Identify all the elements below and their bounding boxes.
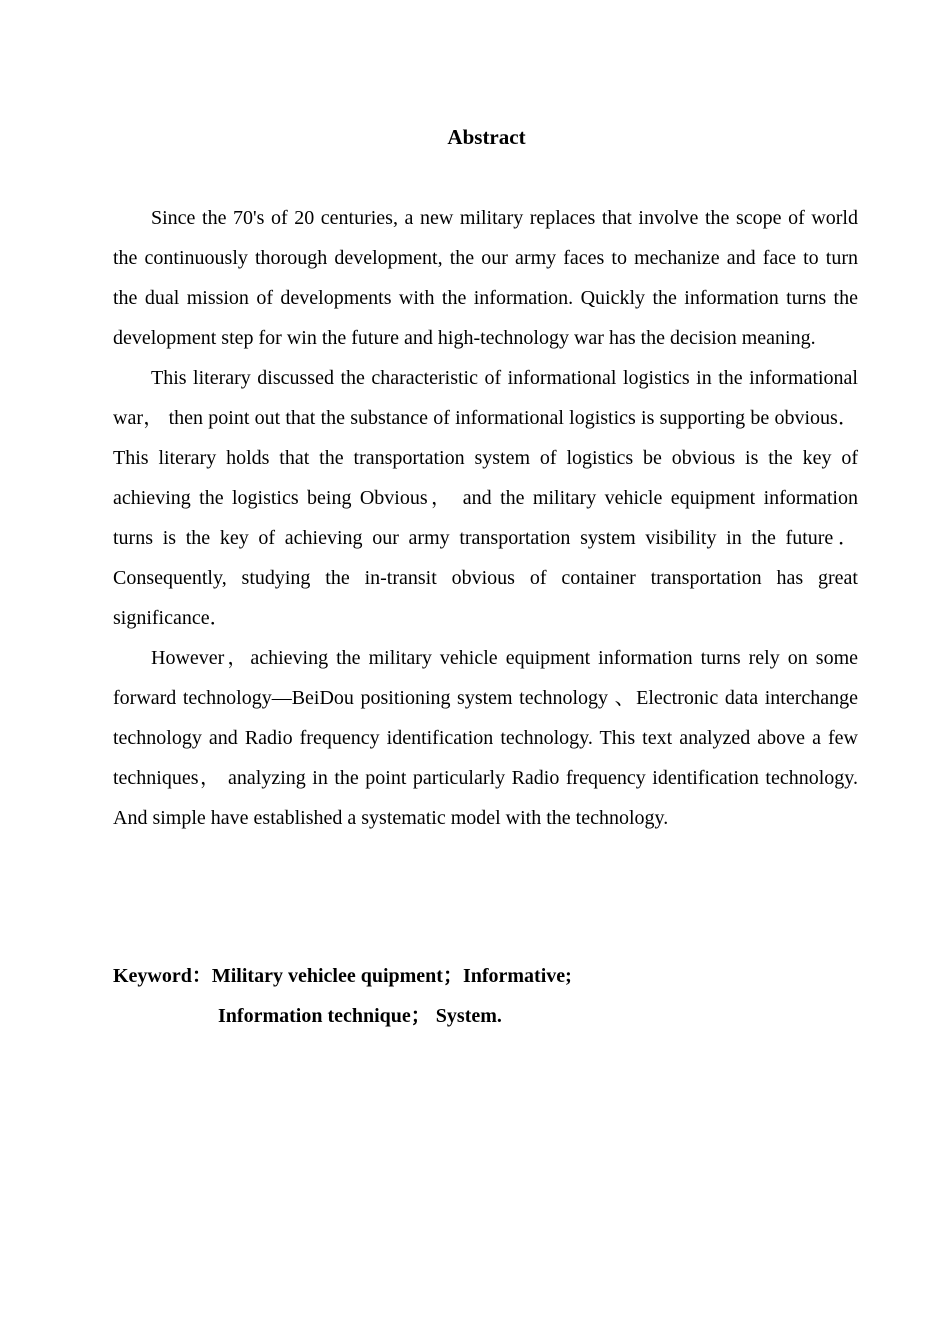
paragraph-3: However，achieving the military vehicle equipment information turns rely on some forward technology—BeiDou positioning system technology 、Electronic data interchange technology and Radio frequency identification technology. This text analyzed above a few techniques， analyzing in the point particularly Radio frequency identification technology. And simple have established a systematic model with the technology. [113, 647, 858, 829]
keywords-line-2: Information technique； System. [218, 1005, 502, 1027]
paragraph-2: This literary discussed the characteristic of informational logistics in the informational war， then point out that the substance of informational logistics is supporting be obvious． This literary holds that the transportation system of logistics be obvious is the key of achieving the logistics being Obvious， and the military vehicle equipment information turns is the key of achieving our army transportation system visibility in the future． Consequently, studying the in-transit obvious of container transportation has great significance． [113, 367, 858, 629]
keywords-block [113, 956, 858, 1036]
abstract-title: Abstract [447, 125, 526, 149]
abstract-body [113, 198, 858, 838]
paragraph-1: Since the 70's of 20 centuries, a new military replaces that involve the scope of world the continuously thorough development, the our army faces to mechanize and face to turn the dual mission of developments with the information. Quickly the information turns the development step for win the future and high-technology war has the decision meaning. [113, 207, 858, 349]
keywords-line-1: Keyword：Military vehiclee quipment；Informative; [113, 965, 572, 987]
